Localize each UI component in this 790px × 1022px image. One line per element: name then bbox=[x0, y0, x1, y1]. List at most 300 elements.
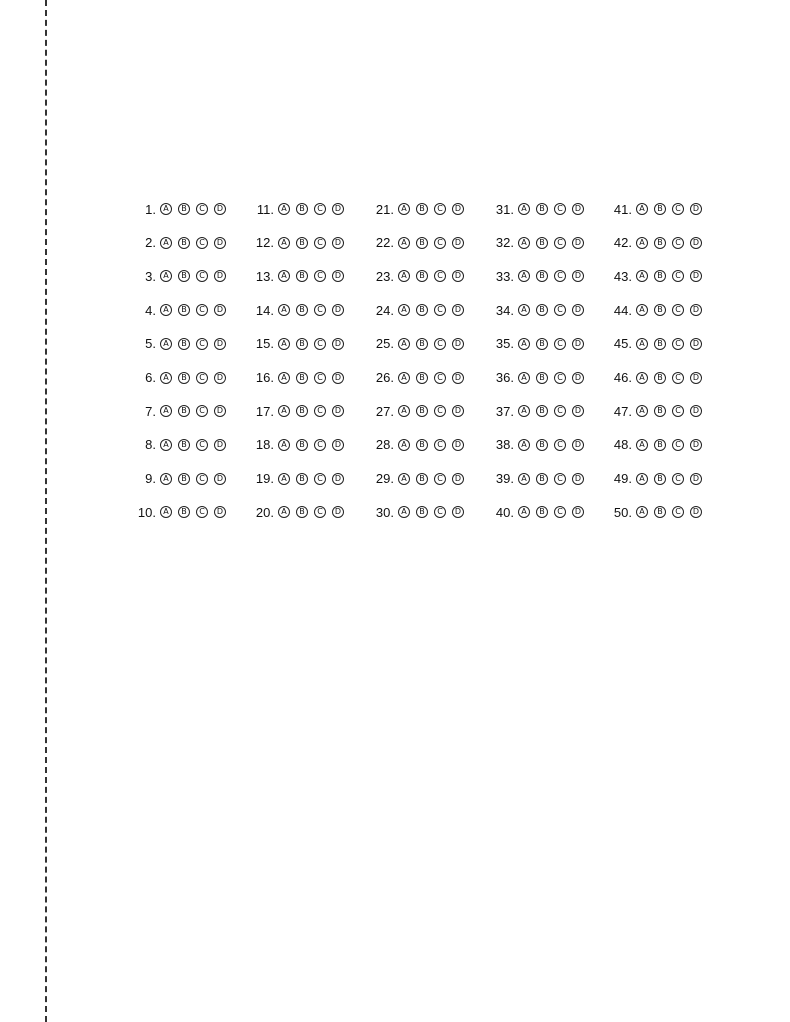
question-row bbox=[368, 400, 486, 422]
question-row bbox=[368, 333, 486, 355]
answer-bubble-a[interactable]: A bbox=[278, 473, 290, 485]
answer-bubble-c[interactable]: C bbox=[672, 304, 684, 316]
question-row bbox=[488, 198, 606, 220]
question-number: 39. bbox=[495, 471, 514, 487]
question-row bbox=[248, 265, 366, 287]
answer-bubble-d[interactable]: D bbox=[452, 338, 464, 350]
answer-bubble-b[interactable]: B bbox=[296, 237, 308, 249]
answer-bubble-d[interactable]: D bbox=[214, 405, 226, 417]
question-row bbox=[130, 400, 248, 422]
answer-bubble-c[interactable]: C bbox=[672, 203, 684, 215]
answer-bubble-d[interactable]: D bbox=[690, 473, 702, 485]
answer-bubble-d[interactable]: D bbox=[690, 372, 702, 384]
question-number: 3. bbox=[145, 268, 156, 284]
answer-bubble-c[interactable]: C bbox=[196, 405, 208, 417]
answer-bubble-c[interactable]: C bbox=[314, 405, 326, 417]
question-number: 38. bbox=[495, 437, 514, 453]
question-number: 34. bbox=[495, 302, 514, 318]
question-row bbox=[130, 198, 248, 220]
answer-bubble-b[interactable]: B bbox=[416, 405, 428, 417]
answer-bubble-d[interactable]: D bbox=[332, 439, 344, 451]
answer-bubble-d[interactable]: D bbox=[452, 506, 464, 518]
answer-bubble-b[interactable]: B bbox=[178, 439, 190, 451]
answer-bubble-b[interactable]: B bbox=[296, 304, 308, 316]
answer-bubble-b[interactable]: B bbox=[178, 237, 190, 249]
answer-bubble-a[interactable]: A bbox=[518, 473, 530, 485]
answer-bubble-c[interactable]: C bbox=[434, 506, 446, 518]
answer-bubble-a[interactable]: A bbox=[518, 203, 530, 215]
answer-bubble-b[interactable]: B bbox=[178, 506, 190, 518]
answer-bubble-b[interactable]: B bbox=[296, 473, 308, 485]
question-number: 20. bbox=[255, 504, 274, 520]
answer-bubble-a[interactable]: A bbox=[636, 372, 648, 384]
question-number: 7. bbox=[145, 403, 156, 419]
answer-bubble-b[interactable]: B bbox=[654, 439, 666, 451]
answer-bubble-b[interactable]: B bbox=[536, 405, 548, 417]
question-row bbox=[130, 333, 248, 355]
question-row bbox=[488, 501, 606, 523]
answer-bubble-c[interactable]: C bbox=[554, 405, 566, 417]
answer-bubble-c[interactable]: C bbox=[314, 270, 326, 282]
answer-bubble-b[interactable]: B bbox=[654, 372, 666, 384]
answer-bubble-a[interactable]: A bbox=[160, 439, 172, 451]
answer-bubble-c[interactable]: C bbox=[672, 405, 684, 417]
question-number: 29. bbox=[375, 471, 394, 487]
answer-bubble-c[interactable]: C bbox=[554, 338, 566, 350]
answer-bubble-b[interactable]: B bbox=[296, 270, 308, 282]
question-row bbox=[368, 299, 486, 321]
question-row bbox=[368, 501, 486, 523]
answer-bubble-a[interactable]: A bbox=[636, 237, 648, 249]
answer-bubble-c[interactable]: C bbox=[314, 473, 326, 485]
answer-bubble-d[interactable]: D bbox=[572, 473, 584, 485]
question-number: 35. bbox=[495, 336, 514, 352]
question-number: 30. bbox=[375, 504, 394, 520]
question-number: 13. bbox=[255, 268, 274, 284]
answer-bubble-b[interactable]: B bbox=[536, 372, 548, 384]
answer-bubble-d[interactable]: D bbox=[332, 237, 344, 249]
answer-bubble-b[interactable]: B bbox=[178, 203, 190, 215]
answer-bubble-a[interactable]: A bbox=[636, 203, 648, 215]
answer-bubble-d[interactable]: D bbox=[690, 270, 702, 282]
answer-bubble-a[interactable]: A bbox=[636, 439, 648, 451]
answer-bubble-a[interactable]: A bbox=[518, 237, 530, 249]
answer-bubble-a[interactable]: A bbox=[160, 338, 172, 350]
answer-bubble-d[interactable]: D bbox=[572, 338, 584, 350]
answer-bubble-a[interactable]: A bbox=[278, 338, 290, 350]
answer-bubble-d[interactable]: D bbox=[332, 405, 344, 417]
answer-bubble-c[interactable]: C bbox=[196, 439, 208, 451]
answer-bubble-d[interactable]: D bbox=[214, 473, 226, 485]
answer-bubble-b[interactable]: B bbox=[536, 473, 548, 485]
answer-bubble-b[interactable]: B bbox=[178, 304, 190, 316]
question-row bbox=[248, 198, 366, 220]
question-row bbox=[368, 232, 486, 254]
answer-bubble-d[interactable]: D bbox=[572, 372, 584, 384]
question-row bbox=[368, 198, 486, 220]
answer-bubble-a[interactable]: A bbox=[160, 237, 172, 249]
question-row bbox=[606, 198, 724, 220]
answer-bubble-c[interactable]: C bbox=[196, 372, 208, 384]
answer-bubble-d[interactable]: D bbox=[690, 203, 702, 215]
question-number: 50. bbox=[613, 504, 632, 520]
question-number: 36. bbox=[495, 370, 514, 385]
answer-bubble-d[interactable]: D bbox=[452, 439, 464, 451]
answer-bubble-a[interactable]: A bbox=[636, 270, 648, 282]
answer-bubble-c[interactable]: C bbox=[672, 270, 684, 282]
answer-bubble-c[interactable]: C bbox=[434, 372, 446, 384]
question-number: 10. bbox=[137, 504, 156, 520]
answer-bubble-d[interactable]: D bbox=[332, 338, 344, 350]
answer-bubble-c[interactable]: C bbox=[554, 304, 566, 316]
answer-bubble-d[interactable]: D bbox=[332, 270, 344, 282]
question-row bbox=[248, 468, 366, 490]
question-number: 11. bbox=[256, 201, 274, 217]
question-number: 41. bbox=[613, 201, 632, 217]
answer-bubble-a[interactable]: A bbox=[398, 304, 410, 316]
answer-bubble-b[interactable]: B bbox=[416, 506, 428, 518]
question-number: 26. bbox=[375, 370, 394, 385]
answer-bubble-c[interactable]: C bbox=[196, 304, 208, 316]
question-row bbox=[248, 333, 366, 355]
question-number: 16. bbox=[255, 370, 274, 385]
question-number: 40. bbox=[495, 504, 514, 520]
answer-bubble-a[interactable]: A bbox=[278, 237, 290, 249]
answer-bubble-c[interactable]: C bbox=[434, 338, 446, 350]
question-number: 31. bbox=[495, 201, 514, 217]
answer-bubble-b[interactable]: B bbox=[654, 270, 666, 282]
answer-bubble-d[interactable]: D bbox=[214, 338, 226, 350]
answer-bubble-d[interactable]: D bbox=[214, 237, 226, 249]
question-number: 4. bbox=[145, 302, 156, 318]
answer-bubble-b[interactable]: B bbox=[296, 338, 308, 350]
answer-bubble-a[interactable]: A bbox=[518, 405, 530, 417]
answer-bubble-a[interactable]: A bbox=[160, 270, 172, 282]
question-row bbox=[248, 299, 366, 321]
question-number: 12. bbox=[255, 235, 274, 251]
question-row bbox=[488, 232, 606, 254]
answer-bubble-a[interactable]: A bbox=[278, 405, 290, 417]
answer-bubble-d[interactable]: D bbox=[690, 304, 702, 316]
answer-bubble-b[interactable]: B bbox=[654, 237, 666, 249]
answer-bubble-a[interactable]: A bbox=[160, 203, 172, 215]
question-row bbox=[368, 468, 486, 490]
answer-bubble-c[interactable]: C bbox=[554, 237, 566, 249]
answer-bubble-a[interactable]: A bbox=[278, 270, 290, 282]
answer-bubble-b[interactable]: B bbox=[416, 372, 428, 384]
question-number: 6. bbox=[145, 370, 156, 385]
answer-bubble-c[interactable]: C bbox=[434, 473, 446, 485]
answer-bubble-a[interactable]: A bbox=[278, 506, 290, 518]
answer-bubble-c[interactable]: C bbox=[554, 270, 566, 282]
answer-bubble-b[interactable]: B bbox=[536, 270, 548, 282]
question-number: 5. bbox=[145, 336, 156, 352]
answer-bubble-a[interactable]: A bbox=[636, 405, 648, 417]
answer-bubble-a[interactable]: A bbox=[398, 439, 410, 451]
answer-bubble-b[interactable]: B bbox=[416, 439, 428, 451]
question-row bbox=[248, 501, 366, 523]
answer-bubble-b[interactable]: B bbox=[416, 237, 428, 249]
answer-bubble-c[interactable]: C bbox=[554, 473, 566, 485]
answer-bubble-a[interactable]: A bbox=[160, 473, 172, 485]
answer-bubble-a[interactable]: A bbox=[398, 506, 410, 518]
answer-bubble-c[interactable]: C bbox=[196, 506, 208, 518]
answer-bubble-c[interactable]: C bbox=[554, 506, 566, 518]
question-number: 49. bbox=[613, 471, 632, 487]
question-number: 44. bbox=[613, 302, 632, 318]
question-row bbox=[368, 367, 486, 389]
answer-bubble-b[interactable]: B bbox=[536, 237, 548, 249]
answer-bubble-a[interactable]: A bbox=[160, 405, 172, 417]
answer-bubble-d[interactable]: D bbox=[690, 237, 702, 249]
answer-bubble-a[interactable]: A bbox=[518, 304, 530, 316]
question-row bbox=[606, 232, 724, 254]
answer-bubble-c[interactable]: C bbox=[672, 338, 684, 350]
answer-bubble-a[interactable]: A bbox=[278, 203, 290, 215]
answer-bubble-a[interactable]: A bbox=[636, 338, 648, 350]
answer-bubble-a[interactable]: A bbox=[398, 372, 410, 384]
answer-bubble-c[interactable]: C bbox=[314, 439, 326, 451]
question-number: 42. bbox=[613, 235, 632, 251]
question-row bbox=[606, 400, 724, 422]
question-row bbox=[248, 367, 366, 389]
question-row bbox=[488, 333, 606, 355]
answer-bubble-b[interactable]: B bbox=[178, 270, 190, 282]
answer-bubble-d[interactable]: D bbox=[332, 506, 344, 518]
answer-bubble-c[interactable]: C bbox=[196, 338, 208, 350]
question-row bbox=[368, 265, 486, 287]
answer-bubble-d[interactable]: D bbox=[572, 405, 584, 417]
question-number: 14. bbox=[255, 302, 274, 318]
answer-bubble-a[interactable]: A bbox=[398, 405, 410, 417]
answer-bubble-d[interactable]: D bbox=[214, 506, 226, 518]
question-row bbox=[606, 501, 724, 523]
answer-bubble-d[interactable]: D bbox=[452, 304, 464, 316]
answer-bubble-c[interactable]: C bbox=[196, 203, 208, 215]
answer-bubble-c[interactable]: C bbox=[434, 203, 446, 215]
answer-bubble-a[interactable]: A bbox=[518, 338, 530, 350]
answer-bubble-d[interactable]: D bbox=[572, 237, 584, 249]
answer-bubble-c[interactable]: C bbox=[554, 203, 566, 215]
answer-bubble-a[interactable]: A bbox=[160, 506, 172, 518]
question-number: 15. bbox=[255, 336, 274, 352]
answer-bubble-d[interactable]: D bbox=[572, 203, 584, 215]
answer-sheet bbox=[0, 198, 790, 543]
answer-bubble-b[interactable]: B bbox=[536, 439, 548, 451]
answer-bubble-d[interactable]: D bbox=[214, 372, 226, 384]
question-row bbox=[488, 367, 606, 389]
question-row bbox=[368, 434, 486, 456]
answer-bubble-a[interactable]: A bbox=[636, 304, 648, 316]
question-number: 27. bbox=[375, 403, 394, 419]
question-row bbox=[488, 434, 606, 456]
question-number: 22. bbox=[375, 235, 394, 251]
answer-bubble-c[interactable]: C bbox=[314, 304, 326, 316]
answer-bubble-c[interactable]: C bbox=[196, 270, 208, 282]
answer-bubble-a[interactable]: A bbox=[518, 270, 530, 282]
question-row bbox=[130, 232, 248, 254]
answer-bubble-b[interactable]: B bbox=[416, 304, 428, 316]
answer-bubble-b[interactable]: B bbox=[296, 405, 308, 417]
answer-bubble-c[interactable]: C bbox=[434, 304, 446, 316]
answer-bubble-b[interactable]: B bbox=[654, 506, 666, 518]
answer-bubble-d[interactable]: D bbox=[214, 439, 226, 451]
question-row bbox=[130, 299, 248, 321]
answer-bubble-b[interactable]: B bbox=[416, 270, 428, 282]
answer-bubble-a[interactable]: A bbox=[518, 439, 530, 451]
answer-bubble-c[interactable]: C bbox=[554, 372, 566, 384]
question-number: 43. bbox=[613, 268, 632, 284]
question-row bbox=[488, 299, 606, 321]
question-number: 9. bbox=[145, 471, 156, 487]
question-row bbox=[130, 501, 248, 523]
answer-bubble-a[interactable]: A bbox=[160, 372, 172, 384]
answer-bubble-b[interactable]: B bbox=[654, 473, 666, 485]
answer-bubble-a[interactable]: A bbox=[398, 237, 410, 249]
answer-bubble-c[interactable]: C bbox=[672, 506, 684, 518]
answer-bubble-a[interactable]: A bbox=[518, 372, 530, 384]
answer-bubble-d[interactable]: D bbox=[332, 304, 344, 316]
answer-bubble-b[interactable]: B bbox=[296, 439, 308, 451]
question-row bbox=[606, 299, 724, 321]
question-row bbox=[606, 333, 724, 355]
answer-bubble-b[interactable]: B bbox=[178, 338, 190, 350]
answer-bubble-b[interactable]: B bbox=[296, 203, 308, 215]
question-number: 37. bbox=[495, 403, 514, 419]
answer-bubble-c[interactable]: C bbox=[434, 237, 446, 249]
answer-bubble-d[interactable]: D bbox=[452, 405, 464, 417]
answer-bubble-c[interactable]: C bbox=[434, 405, 446, 417]
question-number: 24. bbox=[375, 302, 394, 318]
question-number: 2. bbox=[145, 235, 156, 251]
question-row bbox=[606, 434, 724, 456]
question-number: 18. bbox=[255, 437, 274, 453]
answer-bubble-d[interactable]: D bbox=[452, 270, 464, 282]
answer-bubble-a[interactable]: A bbox=[636, 473, 648, 485]
answer-bubble-d[interactable]: D bbox=[452, 473, 464, 485]
question-number: 47. bbox=[613, 403, 632, 419]
question-row bbox=[606, 367, 724, 389]
answer-bubble-c[interactable]: C bbox=[672, 372, 684, 384]
question-number: 17. bbox=[255, 403, 274, 419]
answer-bubble-d[interactable]: D bbox=[214, 304, 226, 316]
answer-bubble-b[interactable]: B bbox=[654, 304, 666, 316]
question-row bbox=[606, 265, 724, 287]
question-number: 45. bbox=[613, 336, 632, 352]
answer-bubble-c[interactable]: C bbox=[314, 203, 326, 215]
answer-bubble-c[interactable]: C bbox=[314, 506, 326, 518]
question-number: 19. bbox=[255, 471, 274, 487]
answer-bubble-d[interactable]: D bbox=[332, 203, 344, 215]
answer-bubble-d[interactable]: D bbox=[452, 372, 464, 384]
answer-bubble-d[interactable]: D bbox=[690, 439, 702, 451]
question-number: 8. bbox=[145, 437, 156, 453]
answer-bubble-d[interactable]: D bbox=[572, 304, 584, 316]
answer-bubble-d[interactable]: D bbox=[214, 203, 226, 215]
answer-bubble-d[interactable]: D bbox=[452, 237, 464, 249]
question-number: 48. bbox=[613, 437, 632, 453]
question-row bbox=[606, 468, 724, 490]
answer-bubble-c[interactable]: C bbox=[314, 372, 326, 384]
answer-bubble-d[interactable]: D bbox=[332, 473, 344, 485]
answer-bubble-b[interactable]: B bbox=[654, 405, 666, 417]
answer-bubble-a[interactable]: A bbox=[160, 304, 172, 316]
question-row bbox=[488, 468, 606, 490]
answer-bubble-b[interactable]: B bbox=[178, 405, 190, 417]
answer-bubble-b[interactable]: B bbox=[536, 506, 548, 518]
answer-bubble-c[interactable]: C bbox=[672, 237, 684, 249]
answer-bubble-b[interactable]: B bbox=[654, 338, 666, 350]
answer-bubble-b[interactable]: B bbox=[178, 473, 190, 485]
answer-bubble-c[interactable]: C bbox=[672, 439, 684, 451]
answer-bubble-d[interactable]: D bbox=[690, 338, 702, 350]
question-number: 28. bbox=[375, 437, 394, 453]
answer-bubble-d[interactable]: D bbox=[572, 506, 584, 518]
answer-bubble-d[interactable]: D bbox=[572, 439, 584, 451]
question-row bbox=[130, 367, 248, 389]
answer-bubble-c[interactable]: C bbox=[554, 439, 566, 451]
answer-bubble-a[interactable]: A bbox=[278, 304, 290, 316]
question-row bbox=[248, 232, 366, 254]
answer-bubble-c[interactable]: C bbox=[196, 237, 208, 249]
answer-bubble-b[interactable]: B bbox=[536, 338, 548, 350]
question-number: 1. bbox=[145, 201, 156, 217]
question-row bbox=[248, 400, 366, 422]
question-number: 46. bbox=[613, 370, 632, 385]
answer-bubble-a[interactable]: A bbox=[278, 439, 290, 451]
question-number: 23. bbox=[375, 268, 394, 284]
answer-bubble-d[interactable]: D bbox=[572, 270, 584, 282]
question-number: 25. bbox=[375, 336, 394, 352]
answer-bubble-b[interactable]: B bbox=[416, 203, 428, 215]
answer-bubble-b[interactable]: B bbox=[536, 203, 548, 215]
question-number: 33. bbox=[495, 268, 514, 284]
answer-bubble-c[interactable]: C bbox=[672, 473, 684, 485]
answer-bubble-b[interactable]: B bbox=[296, 506, 308, 518]
answer-bubble-a[interactable]: A bbox=[398, 473, 410, 485]
answer-bubble-a[interactable]: A bbox=[398, 270, 410, 282]
answer-bubble-c[interactable]: C bbox=[434, 270, 446, 282]
answer-bubble-d[interactable]: D bbox=[690, 405, 702, 417]
question-row bbox=[488, 400, 606, 422]
answer-bubble-a[interactable]: A bbox=[636, 506, 648, 518]
answer-bubble-a[interactable]: A bbox=[398, 338, 410, 350]
answer-bubble-c[interactable]: C bbox=[314, 237, 326, 249]
answer-bubble-b[interactable]: B bbox=[296, 372, 308, 384]
answer-bubble-c[interactable]: C bbox=[196, 473, 208, 485]
answer-bubble-b[interactable]: B bbox=[416, 473, 428, 485]
answer-bubble-b[interactable]: B bbox=[536, 304, 548, 316]
answer-bubble-b[interactable]: B bbox=[416, 338, 428, 350]
question-number: 21. bbox=[375, 201, 394, 217]
answer-bubble-d[interactable]: D bbox=[332, 372, 344, 384]
question-row bbox=[488, 265, 606, 287]
answer-bubble-c[interactable]: C bbox=[434, 439, 446, 451]
answer-bubble-d[interactable]: D bbox=[690, 506, 702, 518]
answer-bubble-b[interactable]: B bbox=[654, 203, 666, 215]
question-row bbox=[130, 468, 248, 490]
answer-bubble-c[interactable]: C bbox=[314, 338, 326, 350]
question-row bbox=[130, 265, 248, 287]
answer-bubble-a[interactable]: A bbox=[398, 203, 410, 215]
answer-bubble-b[interactable]: B bbox=[178, 372, 190, 384]
question-row bbox=[248, 434, 366, 456]
answer-bubble-d[interactable]: D bbox=[452, 203, 464, 215]
question-row bbox=[130, 434, 248, 456]
answer-bubble-d[interactable]: D bbox=[214, 270, 226, 282]
answer-bubble-a[interactable]: A bbox=[278, 372, 290, 384]
answer-bubble-a[interactable]: A bbox=[518, 506, 530, 518]
